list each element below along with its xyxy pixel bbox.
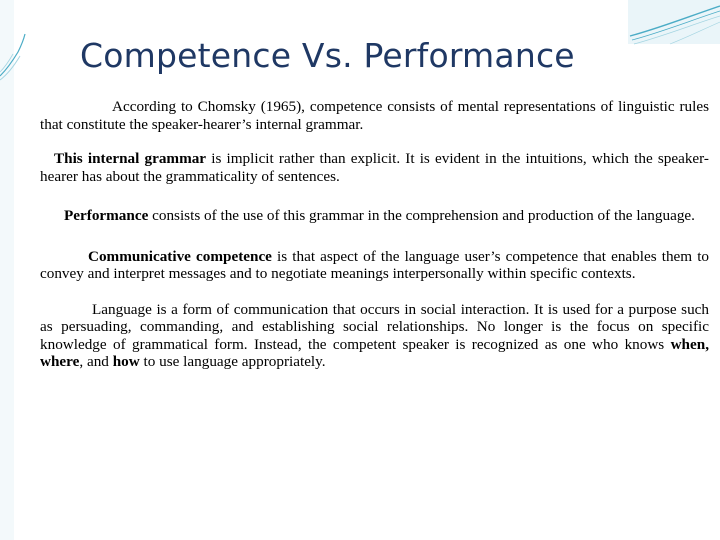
slide-title: Competence Vs. Performance <box>80 36 575 75</box>
paragraph-text: , and <box>79 353 113 370</box>
paragraph-text: According to Chomsky (1965), competence consists of mental representations of linguistic rules that constitute the speaker-hearer’s internal grammar. <box>40 98 709 133</box>
term-internal-grammar: This internal grammar <box>54 150 207 167</box>
term-performance: Performance <box>64 207 149 224</box>
top-right-swoosh <box>628 0 720 44</box>
paragraph-internal-grammar <box>40 150 709 185</box>
paragraph-communicative-competence <box>40 248 709 283</box>
paragraph-text: Language is a form of communication that occurs in social interaction. It is used for a purpose such as persuading, commanding, and establishing social relationships. No longer is the focus on specific knowledge of grammatical form. Instead, the competent speaker is recognized as one who knows <box>40 300 709 353</box>
paragraph-text: is that aspect of the language user’s competence that enables them to convey and interpret messages and to negotiate meanings interpersonally within specific contexts. <box>40 247 710 282</box>
paragraph-chomsky-competence <box>40 98 709 133</box>
slide-body <box>40 98 709 371</box>
paragraph-language-communication <box>40 301 709 371</box>
paragraph-performance <box>40 207 709 225</box>
left-accent-bar <box>0 0 14 540</box>
term-how: how <box>112 353 140 370</box>
paragraph-text: consists of the use of this grammar in the comprehension and production of the language. <box>148 207 695 224</box>
paragraph-text: to use language appropriately. <box>139 353 326 370</box>
paragraph-text: is implicit rather than explicit. It is evident in the intuitions, which the speaker-hearer has about the grammaticality of sentences. <box>40 150 709 185</box>
term-communicative-competence: Communicative competence <box>88 247 272 265</box>
term-when-where: when, where <box>40 335 709 370</box>
